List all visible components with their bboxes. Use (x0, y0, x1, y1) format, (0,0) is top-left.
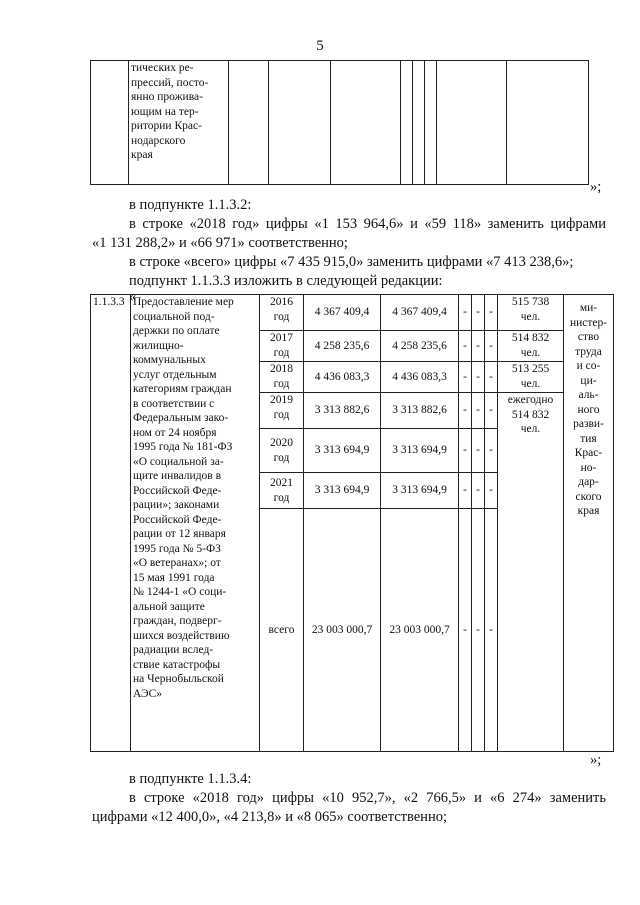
row-2017-year: 2017 год (260, 331, 304, 362)
para1-line3: «1 131 288,2» и «66 971» соответственно; (92, 235, 348, 251)
closing-quote-2: »; (590, 752, 602, 768)
continuation-description: тических ре- прессий, посто- янно прожива- ющим на тер- ритории Крас- нодарского края (129, 61, 229, 185)
row-2021-total: 3 313 694,9 (304, 473, 381, 509)
row-2021-year: 2021 год (260, 473, 304, 509)
row-2016-total: 4 367 409,4 (304, 295, 381, 331)
executor: ми- нистер- ство труда и со- ци- аль- ного разви- тия Крас- но- дар- ского края (564, 295, 614, 752)
cell-code-empty (91, 61, 129, 185)
para1-line2: в строке «2018 год» цифры «1 153 964,6» и «59 118» заменить цифрами (129, 216, 606, 232)
row-2016-year: 2016 год (260, 295, 304, 331)
para1-line1: в подпункте 1.1.3.2: (129, 197, 252, 213)
row-2021-federal: 3 313 694,9 (381, 473, 459, 509)
measure-description: Предоставление мер социальной под- держки по оплате жилищно- коммунальных услуг отдельным категориям граждан в соответствии с Федеральным зако- ном от 24 ноября 1995 года № 181-ФЗ «О социальной за- щите инвалидов в Российской Феде- рации»; законами Российской Феде- рации от 12 января 1995 года № 5-ФЗ «О ветеранах»; от 15 мая 1991 года № 1244-1 «О соци- альной защите граждан, подверг- шихся воздействию радиации вслед- ствие катастрофы на Чернобыльской АЭС» (131, 295, 260, 752)
para2-line3: цифрами «12 400,0», «4 213,8» и «8 065» соответственно; (92, 809, 447, 825)
total-federal: 23 003 000,7 (381, 509, 459, 752)
row-2017-federal: 4 258 235,6 (381, 331, 459, 362)
row-2018-federal: 4 436 083,3 (381, 362, 459, 393)
row-2019-total: 3 313 882,6 (304, 393, 381, 429)
row-2020-year: 2020 год (260, 429, 304, 473)
measure-table: 1.1.3.3 Предоставление мер социальной под- держки по оплате жилищно- коммунальных услуг отдельным категориям граждан в соответствии с Федеральным зако- ном от 24 ноября 1995 года № 181-ФЗ «О социальной за- щите инвалидов в Российской Феде- рации»; законами Российской Феде- рации от 12 января 1995 года № 5-ФЗ «О ветеранах»; от 15 мая 1991 года № 1244-1 «О соци- альной защите граждан, подверг- шихся воздействию радиации вслед- ствие катастрофы на Чернобыльской АЭС» 2016 год 4 367 409,4 4 367 409,4 - - - 515 738 чел. ми- нистер- ство труда и со- ци- аль- ного разви- тия Крас- но- дар- ского края 2017 год 4 258 235,6 4 258 235,6 - - - 514 832 чел. 2018 год 4 436 083,3 4 436 083,3 - - - 513 255 чел. 2019 год 3 313 882,6 3 313 882,6 - - - ежегодно 514 832 чел. 2020 год 3 313 694,9 3 313 694,9 - - - 2021 год 3 313 694,9 3 313 694,9 - - - всего 23 003 000,7 23 003 000,7 - - - (90, 294, 614, 752)
row-2017-total: 4 258 235,6 (304, 331, 381, 362)
row-2020-total: 3 313 694,9 (304, 429, 381, 473)
result-annual: ежегодно 514 832 чел. (498, 393, 564, 509)
measure-code: 1.1.3.3 (91, 295, 131, 752)
total-label: всего (260, 509, 304, 752)
open-quote: « (129, 289, 137, 305)
row-2016-result: 515 738 чел. (498, 295, 564, 331)
row-2018-total: 4 436 083,3 (304, 362, 381, 393)
row-2020-federal: 3 313 694,9 (381, 429, 459, 473)
para2-line2: в строке «2018 год» цифры «10 952,7», «2 766,5» и «6 274» заменить (129, 790, 606, 806)
para1-line4: в строке «всего» цифры «7 435 915,0» заменить цифрами «7 413 238,6»; (129, 254, 574, 270)
page-number: 5 (316, 38, 324, 54)
row-2016-federal: 4 367 409,4 (381, 295, 459, 331)
para1-line5: подпункт 1.1.3.3 изложить в следующей редакции: (129, 273, 443, 289)
row-2018-year: 2018 год (260, 362, 304, 393)
closing-quote-1: »; (590, 179, 602, 195)
total-sum: 23 003 000,7 (304, 509, 381, 752)
para2-line1: в подпункте 1.1.3.4: (129, 771, 252, 787)
row-2017-result: 514 832 чел. (498, 331, 564, 362)
row-2019-year: 2019 год (260, 393, 304, 429)
row-2018-result: 513 255 чел. (498, 362, 564, 393)
continuation-table (90, 60, 589, 185)
result-empty (498, 509, 564, 752)
row-2019-federal: 3 313 882,6 (381, 393, 459, 429)
